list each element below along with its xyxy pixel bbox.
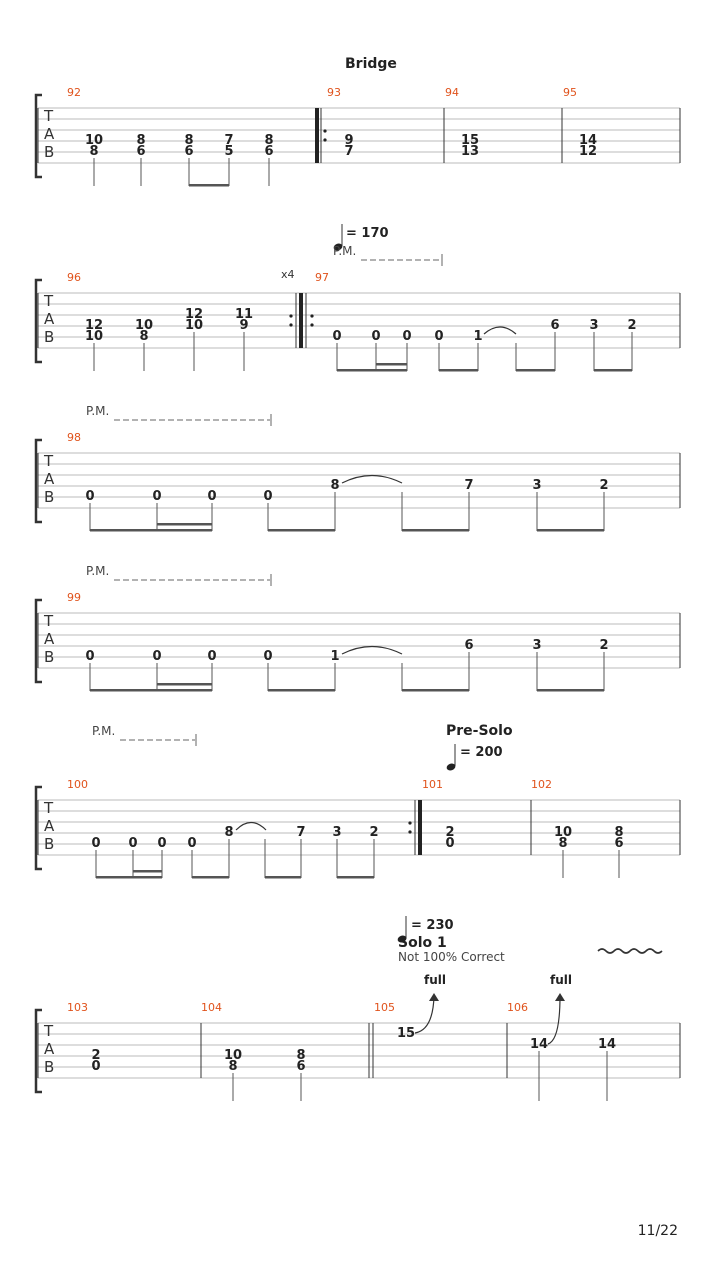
fret-number: 0 [85,649,95,664]
fret-number: 2 [369,825,379,840]
measure-number: 106 [507,1001,528,1014]
fret-number: 2 [445,825,455,840]
staff-row-5 [36,778,680,879]
repeat-start-barline [315,108,319,163]
measure-number: 93 [327,86,341,99]
tie [484,327,516,334]
beam [402,529,469,532]
fret-number: 12 [84,318,104,333]
fret-number: 15 [460,133,480,148]
measure-number: 98 [67,431,81,444]
fret-number: 10 [553,825,573,840]
palm-mute-label: P.M. [333,244,357,258]
tab-letter-a: A [44,310,55,328]
fret-number: 6 [614,836,624,851]
system-brace [36,95,42,177]
fret-number: 10 [134,318,154,333]
fret-number: 6 [184,144,194,159]
bend-arrow [548,996,560,1044]
bend-arrow [415,996,434,1033]
palm-mute-label: P.M. [86,404,110,418]
fret-number: 10 [184,318,204,333]
palm-mute-label: P.M. [86,564,110,578]
tab-letter-b: B [44,835,55,853]
fret-number: 0 [263,489,273,504]
tie [236,823,266,831]
beam [594,369,632,372]
tab-letter-a: A [44,125,55,143]
tab-letter-t: T [44,1022,54,1040]
beam [537,689,604,692]
tab-letter-t: T [44,452,54,470]
beam [157,523,212,526]
tab-letter-t: T [44,612,54,630]
beam [133,870,162,873]
fret-number: 8 [228,1059,238,1074]
tab-letter-t: T [44,107,54,125]
beam [189,184,229,187]
beam [265,876,301,879]
fret-number: 3 [532,638,542,653]
fret-number: 1 [330,649,340,664]
fret-number: 8 [139,329,149,344]
system-brace [36,787,42,869]
fret-number: 10 [84,329,104,344]
fret-number: 11 [234,307,254,322]
beam [96,876,162,879]
fret-number: 0 [91,836,101,851]
fret-number: 14 [597,1037,617,1052]
fret-number: 8 [224,825,234,840]
beam [337,876,374,879]
tie [342,647,402,655]
fret-number: 8 [330,478,340,493]
fret-number: 13 [460,144,480,159]
fret-number: 3 [532,478,542,493]
tab-letter-b: B [44,143,55,161]
measure-number: 99 [67,591,81,604]
fret-number: 3 [589,318,599,333]
measure-number: 103 [67,1001,88,1014]
fret-number: 6 [264,144,274,159]
fret-number: 8 [296,1048,306,1063]
section-bridge: Bridge [345,56,397,72]
fret-number: 3 [332,825,342,840]
fret-number: 8 [89,144,99,159]
repeat-end-barline [418,800,422,855]
measure-number: 95 [563,86,577,99]
fret-number: 0 [187,836,197,851]
fret-number: 7 [224,133,234,148]
fret-number: 0 [152,649,162,664]
tab-letter-a: A [44,1040,55,1058]
fret-number: 2 [91,1048,101,1063]
fret-number: 0 [128,836,138,851]
system-brace [36,1010,42,1092]
beam [337,369,407,372]
beam [537,529,604,532]
fret-number: 0 [157,836,167,851]
fret-number: 15 [396,1026,416,1041]
beam [439,369,478,372]
fret-number: 2 [599,478,609,493]
fret-number: 12 [578,144,598,159]
beam [268,689,335,692]
fret-number: 0 [402,329,412,344]
fret-number: 1 [473,329,483,344]
fret-number: 7 [464,478,474,493]
fret-number: 14 [578,133,598,148]
beam [90,689,212,692]
fret-number: 9 [344,133,354,148]
tab-letter-a: A [44,817,55,835]
measure-number: 100 [67,778,88,791]
fret-number: 0 [207,649,217,664]
fret-number: 6 [136,144,146,159]
fret-number: 0 [445,836,455,851]
beam [157,683,212,686]
staff-row-4 [36,591,680,692]
solo-annotation: Not 100% Correct [398,950,505,964]
fret-number: 2 [627,318,637,333]
fret-number: 6 [296,1059,306,1074]
fret-number: 0 [85,489,95,504]
system-brace [36,440,42,522]
measure-number: 97 [315,271,329,284]
system-brace [36,600,42,682]
beam [90,529,212,532]
repeat-barline [299,293,303,348]
beam [268,529,335,532]
fret-number: 0 [371,329,381,344]
measure-number: 101 [422,778,443,791]
fret-number: 0 [152,489,162,504]
section-pre-solo: Pre-Solo [446,723,513,739]
measure-number: 105 [374,1001,395,1014]
tempo-170: = 170 [346,226,389,241]
measure-number: 102 [531,778,552,791]
fret-number: 5 [224,144,234,159]
tempo-230: = 230 [411,918,454,933]
palm-mute-label: P.M. [92,724,116,738]
beam [402,689,469,692]
measure-number: 92 [67,86,81,99]
measure-number: 96 [67,271,81,284]
fret-number: 10 [84,133,104,148]
staff-row-3 [36,431,680,532]
fret-number: 0 [263,649,273,664]
tab-letter-b: B [44,488,55,506]
fret-number: 7 [296,825,306,840]
measure-number: 94 [445,86,459,99]
fret-number: 10 [223,1048,243,1063]
fret-number: 0 [434,329,444,344]
fret-number: 8 [264,133,274,148]
fret-number: 6 [464,638,474,653]
tempo-200: = 200 [460,745,503,760]
fret-number: 0 [332,329,342,344]
section-solo-1: Solo 1 [398,935,447,951]
repeat-count: x4 [281,268,295,281]
fret-number: 2 [599,638,609,653]
fret-number: 9 [239,318,249,333]
tempo-marking [446,744,503,772]
fret-number: 8 [136,133,146,148]
tab-letter-t: T [44,292,54,310]
measure-number: 104 [201,1001,222,1014]
arrow-up-icon [429,993,439,1001]
staff-row-2 [36,271,680,372]
fret-number: 7 [344,144,354,159]
fret-number: 0 [91,1059,101,1074]
fret-number: 12 [184,307,204,322]
staff-row-1 [36,86,680,187]
beam [192,876,229,879]
tab-letter-a: A [44,630,55,648]
tab-letter-t: T [44,799,54,817]
fret-number: 8 [614,825,624,840]
fret-number: 6 [550,318,560,333]
bend-label: full [550,973,572,987]
fret-number: 8 [558,836,568,851]
tab-letter-b: B [44,1058,55,1076]
arrow-up-icon [555,993,565,1001]
tab-letter-a: A [44,470,55,488]
page-number: 11/22 [637,1223,678,1239]
bend-label: full [424,973,446,987]
staff-row-6 [36,993,680,1101]
fret-number: 8 [184,133,194,148]
tie [342,476,402,484]
tab-letter-b: B [44,328,55,346]
fret-number: 0 [207,489,217,504]
vibrato-icon [598,949,662,953]
tab-letter-b: B [44,648,55,666]
fret-number: 14 [529,1037,549,1052]
beam [376,363,407,366]
system-brace [36,280,42,362]
beam [516,369,555,372]
